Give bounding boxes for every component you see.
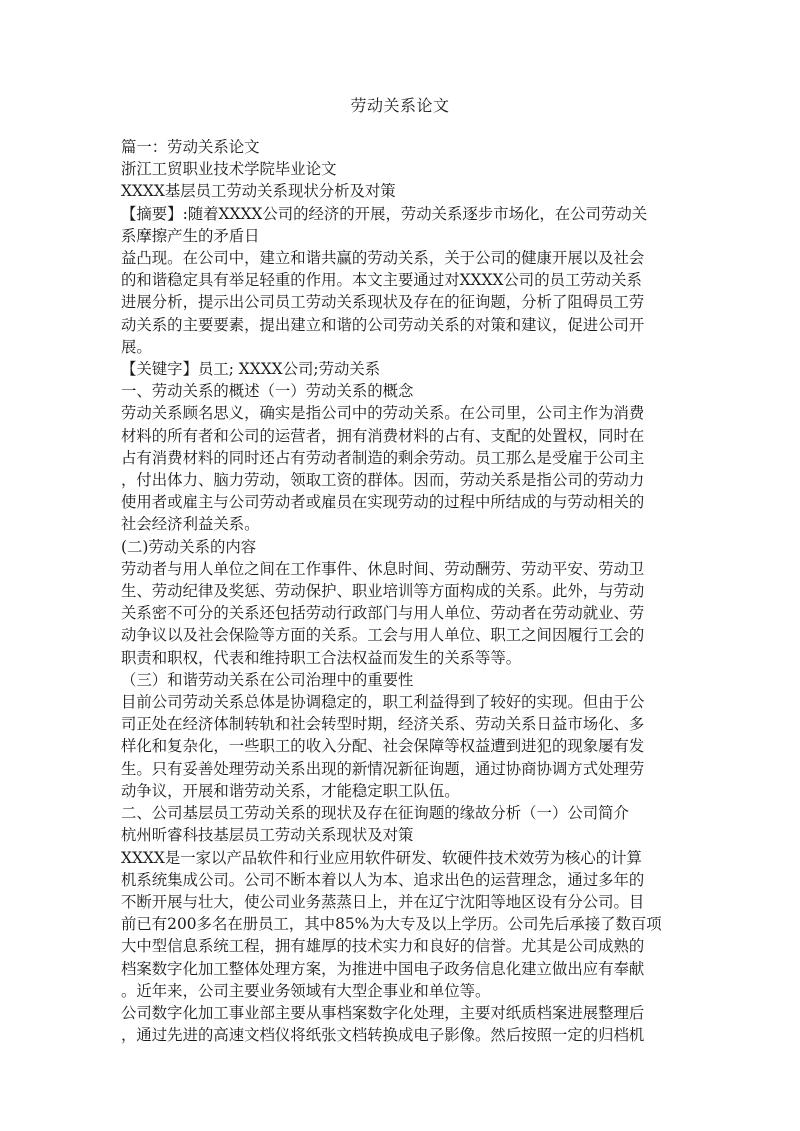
document-line: 篇一：劳动关系论文 xyxy=(121,138,260,156)
document-line: 系摩擦产生的矛盾日 xyxy=(121,226,260,245)
document-line: 的和谐稳定具有举足轻重的作用。本文主要通过对XXXX公司的员工劳动关系 xyxy=(121,271,642,290)
document-line: 动争议以及社会保险等方面的关系。工会与用人单位、职工之间因履行工会的 xyxy=(121,626,645,645)
document-line: 进展分析，提示出公司员工劳动关系现状及存在的征询题，分析了阻碍员工劳 xyxy=(121,293,645,312)
document-body xyxy=(121,136,681,1046)
document-line: XXXX是一家以产品软件和行业应用软件研发、软硬件技术效劳为核心的计算 xyxy=(121,848,642,867)
document-line: ，通过先进的高速文档仪将纸张文档转换成电子影像。然后按照一定的归档机 xyxy=(121,1026,645,1045)
document-line: 动争议，开展和谐劳动关系，才能稳定职工队伍。 xyxy=(121,781,460,800)
document-line: 公司数字化加工事业部主要从事档案数字化处理，主要对纸质档案进展整理后 xyxy=(121,1003,645,1022)
document-line: 【关键字】员工; XXXX公司;劳动关系 xyxy=(121,360,381,379)
document-line: 大中型信息系统工程，拥有雄厚的技术实力和良好的信誉。尤其是公司成熟的 xyxy=(121,937,645,956)
document-line: ，付出体力、脑力劳动，领取工资的群体。因而，劳动关系是指公司的劳动力 xyxy=(121,471,645,490)
document-line: 劳动者与用人单位之间在工作事件、休息时间、劳动酬劳、劳动平安、劳动卫 xyxy=(121,559,645,578)
document-line: 样化和复杂化，一些职工的收入分配、社会保障等权益遭到进犯的现象屡有发 xyxy=(121,737,645,756)
document-line: 档案数字化加工整体处理方案，为推进中国电子政务信息化建立做出应有奉献 xyxy=(121,959,645,978)
document-line: 前已有200多名在册员工，其中85%为大专及以上学历。公司先后承接了数百项 xyxy=(121,915,662,934)
document-line: 生、劳动纪律及奖惩、劳动保护、职业培训等方面构成的关系。此外，与劳动 xyxy=(121,582,645,601)
document-line: （三）和谐劳动关系在公司治理中的重要性 xyxy=(121,670,414,689)
document-line: 使用者或雇主与公司劳动者或雇员在实现劳动的过程中所结成的与劳动相关的 xyxy=(121,493,645,512)
document-line: 一、劳动关系的概述（一）劳动关系的概念 xyxy=(121,382,414,401)
document-line: 益凸现。在公司中，建立和谐共赢的劳动关系，关于公司的健康开展以及社会 xyxy=(121,249,645,268)
document-line: 目前公司劳动关系总体是协调稳定的，职工利益得到了较好的实现。但由于公 xyxy=(121,693,645,712)
document-line: 材料的所有者和公司的运营者，拥有消费材料的占有、支配的处置权，同时在 xyxy=(121,426,645,445)
document-line: (二)劳动关系的内容 xyxy=(121,537,257,556)
document-line: 劳动关系顾名思义，确实是指公司中的劳动关系。在公司里，公司主作为消费 xyxy=(121,404,645,423)
document-line: XXXX基层员工劳动关系现状分析及对策 xyxy=(121,182,396,201)
document-line: 司正处在经济体制转轨和社会转型时期，经济关系、劳动关系日益市场化、多 xyxy=(121,715,645,734)
document-line: 浙江工贸职业技术学院毕业论文 xyxy=(121,160,337,179)
document-line: 机系统集成公司。公司不断本着以人为本、追求出色的运营理念，通过多年的 xyxy=(121,870,645,889)
document-line: 二、公司基层员工劳动关系的现状及存在征询题的缘故分析（一）公司简介 xyxy=(121,804,629,823)
document-line: 职责和职权，代表和维持职工合法权益而发生的关系等等。 xyxy=(121,648,522,667)
document-line: 占有消费材料的同时还占有劳动者制造的剩余劳动。员工那么是受雇于公司主 xyxy=(121,448,645,467)
document-line: 【摘要】:随着XXXX公司的经济的开展，劳动关系逐步市场化，在公司劳动关 xyxy=(121,204,648,223)
document-line: 动关系的主要要素，提出建立和谐的公司劳动关系的对策和建议，促进公司开 xyxy=(121,315,645,334)
document-line: 生。只有妥善处理劳动关系出现的新情况新征询题，通过协商协调方式处理劳 xyxy=(121,759,645,778)
document-line: 社会经济利益关系。 xyxy=(121,515,260,534)
document-line: 关系密不可分的关系还包括劳动行政部门与用人单位、劳动者在劳动就业、劳 xyxy=(121,604,645,623)
document-line: 不断开展与壮大，使公司业务蒸蒸日上，并在辽宁沈阳等地区设有分公司。目 xyxy=(121,892,645,911)
document-title: 劳动关系论文 xyxy=(350,96,450,115)
document-line: 杭州昕睿科技基层员工劳动关系现状及对策 xyxy=(121,826,414,845)
document-line: 。近年来，公司主要业务领域有大型企事业和单位等。 xyxy=(121,981,491,1000)
document-line: 展。 xyxy=(121,337,152,356)
